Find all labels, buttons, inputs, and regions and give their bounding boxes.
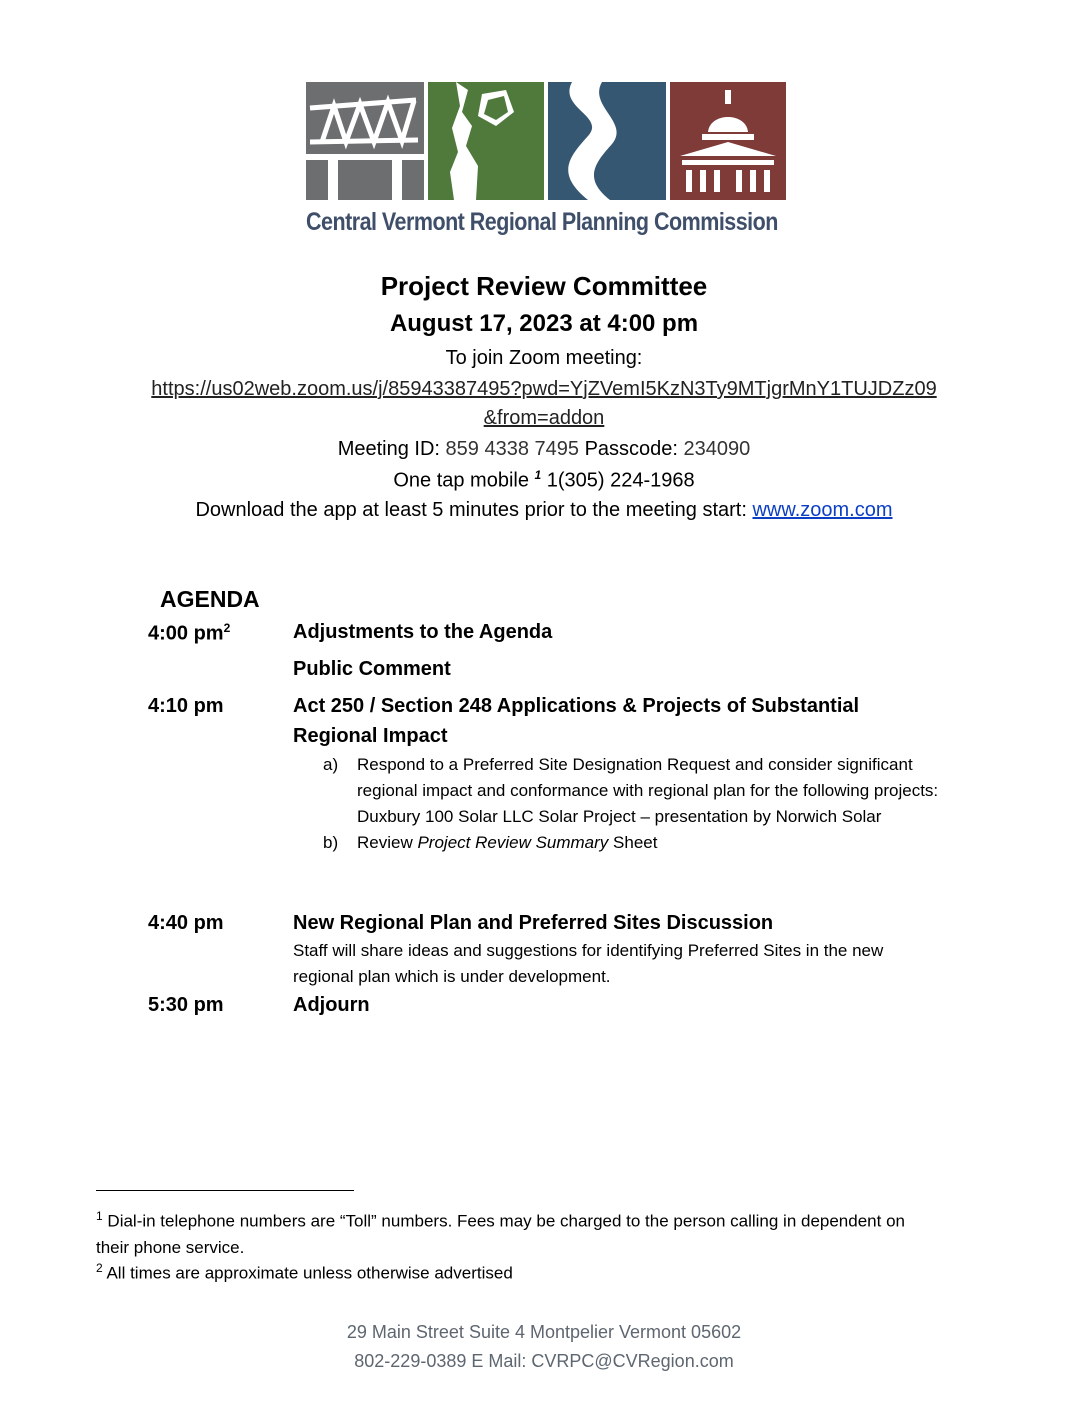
subitem-a [293, 752, 953, 830]
meeting-id: 859 4338 7495 [445, 438, 580, 460]
agenda-item-title: Public Comment [293, 658, 451, 680]
footer-address: 29 Main Street Suite 4 Montpelier Vermont 05602 [346, 1322, 742, 1342]
agenda-item-title: Adjourn [293, 994, 370, 1016]
agenda-item-description: Staff will share ideas and suggestions for identifying Preferred Sites in the new regional plan which is under development. [293, 941, 884, 986]
zoom-website-link[interactable]: www.zoom.com [752, 499, 893, 521]
subitem-detail: Duxbury 100 Solar LLC Solar Project – presentation by Norwich Solar [357, 807, 882, 826]
agenda-time: 4:10 pm [148, 695, 224, 717]
organization-name: Central Vermont Regional Planning Commission [306, 208, 778, 236]
agenda-item-title-continued: Regional Impact [293, 725, 448, 747]
join-zoom-text: To join Zoom meeting: [445, 347, 643, 369]
agenda-time: 4:00 $pm^2$ [148, 621, 231, 645]
agenda-item-title: Adjustments to the Agenda [293, 621, 553, 643]
meeting-date: August 17, 2023 at 4:00 pm [389, 310, 699, 337]
subitem-text: Respond to a Preferred Site Designation Request and consider significant regional impact and conformance with regional plan for the following projects: [357, 755, 939, 800]
footnote-1: $^1$ Dial-in telephone numbers are “Toll” numbers. Fees may be charged to the person calling in dependent on their phone service. [96, 1209, 905, 1257]
one-tap-number: 1(305) 224-1968 [541, 469, 695, 492]
agenda-item-title: Act 250 / Section 248 Applications & Projects of Substantial [293, 695, 860, 717]
zoom-meeting-link[interactable]: https://us02web.zoom.us/j/85943387495?pwd=YjZVemI5KzN3Ty9MTjgrMnY1TUJDZz09 [151, 378, 937, 400]
one-tap-line: One tap mobile $^1$ 1(305) 224-1968 [393, 468, 695, 492]
footnote-ref-1: 1 [534, 468, 542, 482]
subitem-marker: a) [323, 755, 339, 774]
agenda-subitems [293, 752, 953, 856]
subitem-b: b) Review Project Review Summary Sheet [293, 830, 953, 856]
passcode: 234090 [683, 438, 751, 460]
agenda-time: 5:30 pm [148, 994, 224, 1016]
agenda-item-title: New Regional Plan and Preferred Sites Discussion [293, 912, 774, 934]
download-line: Download the app at least 5 minutes prior to the meeting start: www.zoom.com [195, 499, 893, 521]
agenda-time: 4:40 pm [148, 912, 224, 934]
cvrpc-logo [306, 82, 786, 200]
subitem-marker: b) [323, 833, 339, 852]
footer-contact: 802-229-0389 E Mail: CVRPC@CVRegion.com [354, 1351, 734, 1371]
footnote-ref-2: 2 [223, 621, 231, 635]
committee-title: Project Review Committee [380, 271, 708, 301]
meeting-id-line: Meeting ID: 859 4338 7495 Passcode: 234090 [337, 438, 751, 460]
footnote-2: $^2$ All times are approximate unless otherwise advertised [96, 1261, 513, 1283]
footnote-divider [96, 1190, 354, 1191]
zoom-meeting-link-continued[interactable]: &from=addon [483, 407, 605, 429]
agenda-heading: AGENDA [160, 586, 260, 612]
subitem-italic: Project Review Summary [417, 833, 609, 852]
